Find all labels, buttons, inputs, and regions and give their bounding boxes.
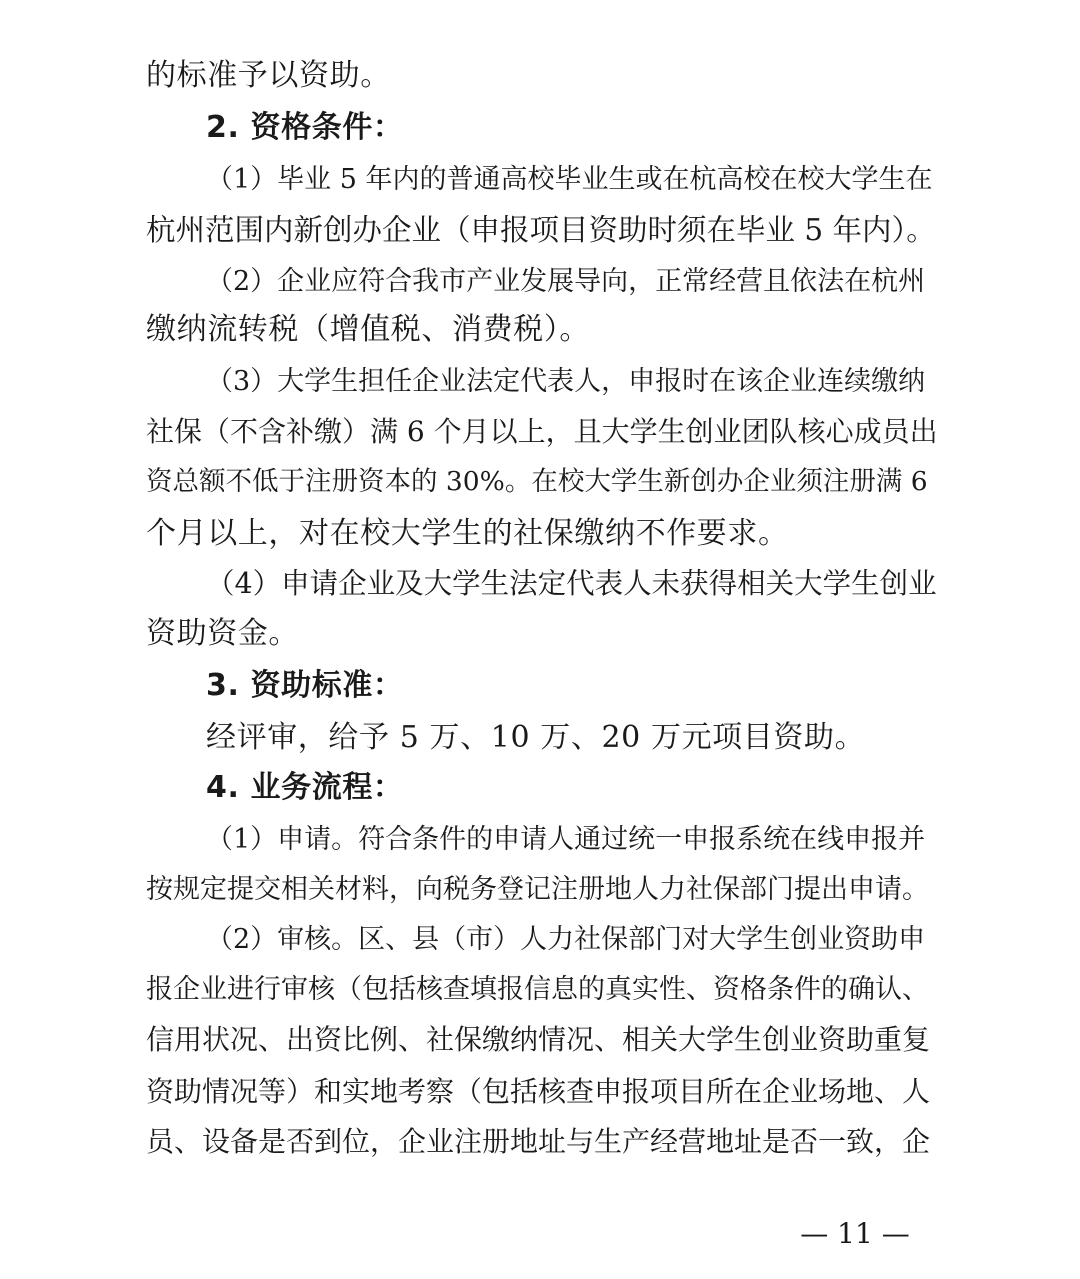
text-line: 个月以上，对在校大学生的社保缴纳不作要求。 (146, 516, 789, 551)
section-heading-eligibility: 2. 资格条件： (206, 110, 404, 145)
page-number: — 11 — (800, 1217, 910, 1250)
text-line: （2）企业应符合我市产业发展导向，正常经营且依法在杭州 (206, 266, 926, 297)
text-line: 资总额不低于注册资本的 30%。在校大学生新创办企业须注册满 6 (146, 466, 928, 497)
text-line: （3）大学生担任企业法定代表人，申报时在该企业连续缴纳 (206, 366, 926, 397)
text-line: （1）申请。符合条件的申请人通过统一申报系统在线申报并 (206, 824, 926, 855)
text-line: 经评审，给予 5 万、10 万、20 万元项目资助。 (206, 720, 866, 755)
text-line: 信用状况、出资比例、社保缴纳情况、相关大学生创业资助重复 (146, 1023, 931, 1056)
text-line: （1）毕业 5 年内的普通高校毕业生或在杭高校在校大学生在 (206, 164, 933, 195)
text-line: （4）申请企业及大学生法定代表人未获得相关大学生创业 (206, 567, 937, 600)
text-line: 资助资金。 (146, 616, 299, 651)
text-line: （2）审核。区、县（市）人力社保部门对大学生创业资助申 (206, 924, 926, 955)
section-heading-funding-standard: 3. 资助标准： (206, 668, 404, 703)
text-line: 按规定提交相关材料，向税务登记注册地人力社保部门提出申请。 (146, 874, 929, 905)
section-heading-business-process: 4. 业务流程： (206, 770, 404, 805)
text-line: 的标准予以资助。 (146, 58, 391, 93)
text-line: 员、设备是否到位，企业注册地址与生产经营地址是否一致，企 (146, 1125, 931, 1158)
text-line: 资助情况等）和实地考察（包括核查申报项目所在企业场地、人 (146, 1075, 931, 1108)
text-line: 杭州范围内新创办企业（申报项目资助时须在毕业 5 年内）。 (146, 213, 936, 247)
text-line: 社保（不含补缴）满 6 个月以上，且大学生创业团队核心成员出 (146, 415, 938, 448)
text-line: 报企业进行审核（包括核查填报信息的真实性、资格条件的确认、 (146, 974, 929, 1005)
text-line: 缴纳流转税（增值税、消费税）。 (146, 312, 590, 347)
